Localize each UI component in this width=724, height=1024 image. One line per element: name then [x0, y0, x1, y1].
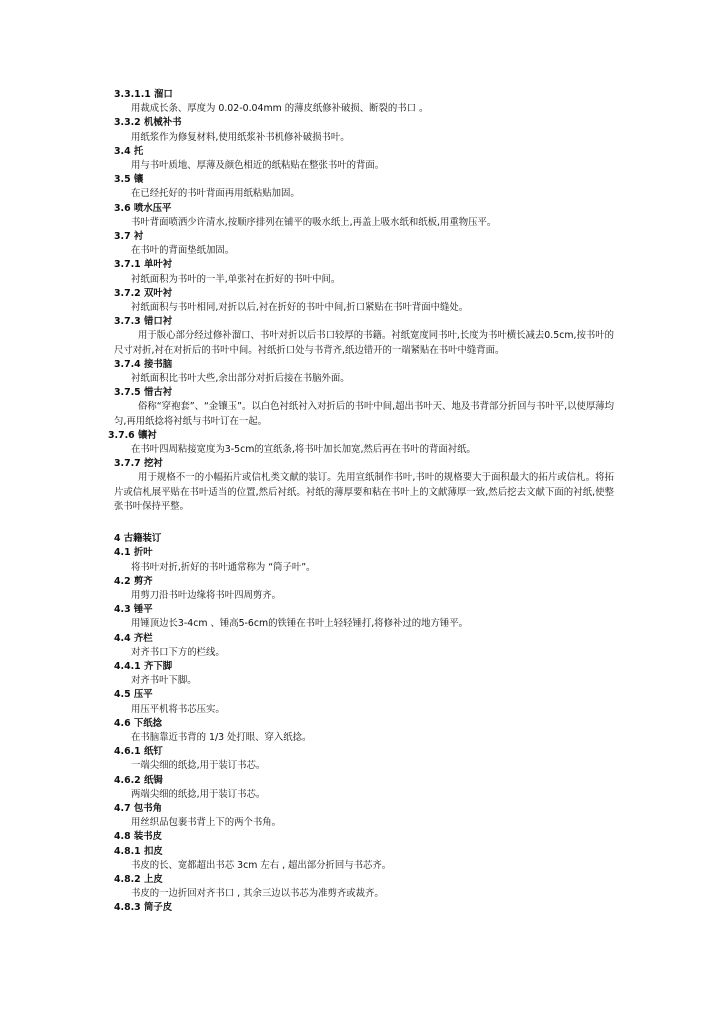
section-heading: 3.4 托 [114, 145, 144, 157]
document-body [108, 88, 614, 916]
section-heading: 3.7.5 惜古衬 [114, 387, 173, 399]
section-heading: 3.7.4 接书脑 [114, 358, 173, 370]
section-paragraph: 用裁成长条、厚度为 0.02-0.04mm 的薄皮纸修补破损、断裂的书口 。 [131, 103, 429, 115]
section-paragraph: 书皮的一边折回对齐书口 , 其余三边以书芯为准剪齐或裁齐。 [131, 888, 384, 900]
section-heading: 4.8.1 扣皮 [114, 845, 163, 857]
section-paragraph: 两端尖细的纸捻,用于装订书芯。 [131, 788, 266, 800]
section-heading: 4.4.1 齐下脚 [114, 660, 173, 672]
section-paragraph: 用于版心部分经过修补溜口、书叶对折以后书口较厚的书籍。衬纸宽度同书叶,长度为书叶横长减去0.5cm,按书叶的尺寸对折,衬在对折后的书叶中间。衬纸折口处与书背齐,纸边错开的一端紧贴在书叶中缝背面。 [114, 330, 614, 356]
section-paragraph: 衬纸面积与书叶相同,对折以后,衬在折好的书叶中间,折口紧贴在书叶背面中缝处。 [131, 302, 469, 314]
section-paragraph: 在书脑靠近书背的 1/3 处打眼、穿入纸捻。 [131, 731, 312, 743]
section-paragraph: 用纸浆作为修复材料,使用纸浆补书机修补破损书叶。 [131, 131, 350, 143]
section-heading: 3.7.3 错口衬 [114, 316, 173, 328]
section-paragraph: 用锤顶边长3-4cm 、锤高5-6cm的铁锤在书叶上轻轻锤打,将修补过的地方锤平。 [131, 618, 469, 630]
section-heading: 3.3.1.1 溜口 [114, 89, 173, 100]
section-heading: 3.5 镶 [114, 174, 144, 186]
section-heading: 3.7.6 镶衬 [108, 429, 157, 441]
section-paragraph: 对齐书叶下脚。 [131, 675, 197, 687]
section-paragraph: 用压平机将书芯压实。 [131, 703, 225, 715]
section-paragraph: 将书叶对折,折好的书叶通常称为 “筒子叶”。 [131, 561, 316, 573]
section-heading: 4.8.2 上皮 [114, 873, 163, 885]
section-heading: 4.7 包书角 [114, 802, 162, 814]
section-heading: 3.3.2 机械补书 [114, 117, 182, 129]
section-heading: 4.5 压平 [114, 689, 153, 701]
section-heading: 4.1 折叶 [114, 547, 153, 559]
section-paragraph: 用剪刀沿书叶边缘将书叶四周剪齐。 [131, 589, 282, 601]
section-paragraph: 用与书叶质地、厚薄及颜色相近的纸粘贴在整张书叶的背面。 [131, 160, 385, 172]
section-heading: 4.2 剪齐 [114, 575, 153, 587]
section-heading: 4.8.3 筒子皮 [114, 902, 173, 914]
section-paragraph: 一端尖细的纸捻,用于装订书芯。 [131, 760, 266, 772]
section-paragraph: 在已经托好的书叶背面再用纸粘贴加固。 [131, 188, 300, 200]
section-heading: 4.6 下纸捻 [114, 717, 162, 729]
section-heading: 4.6.1 纸钉 [114, 746, 163, 758]
section-heading: 4 古籍装订 [114, 533, 162, 545]
section-heading: 4.4 齐栏 [114, 632, 153, 644]
section-paragraph: 衬纸面积比书叶大些,余出部分对折后接在书脑外面。 [131, 373, 350, 385]
section-paragraph: 俗称“穿袍套”、“金镶玉”。以白色衬纸衬入对折后的书叶中间,超出书叶天、地及书背部分折回与书叶平,以使厚薄均匀,再用纸捻将衬纸与书叶订在一起。 [114, 401, 614, 427]
section-heading: 4.8 装书皮 [114, 831, 162, 843]
section-paragraph: 衬纸面积为书叶的一半,单张衬在折好的书叶中间。 [131, 273, 341, 285]
section-paragraph: 在书叶四周粘接宽度为3-5cm的宣纸条,将书叶加长加宽,然后再在书叶的背面衬纸。 [131, 444, 476, 456]
section-heading: 4.3 锤平 [114, 604, 153, 616]
section-paragraph: 书叶背面喷洒少许清水,按顺序排列在铺平的吸水纸上,再盖上吸水纸和纸板,用重物压平。 [131, 216, 497, 228]
section-heading: 3.7 衬 [114, 231, 144, 243]
section-heading: 3.7.7 挖衬 [114, 458, 163, 470]
section-paragraph: 对齐书口下方的栏线。 [131, 646, 225, 658]
section-heading: 4.6.2 纸锔 [114, 774, 163, 786]
section-gap [114, 514, 614, 532]
section-paragraph: 在书叶的背面垫纸加固。 [131, 245, 235, 257]
section-paragraph: 书皮的长、宽都超出书芯 3cm 左右 , 超出部分折回与书芯齐。 [131, 859, 392, 871]
section-heading: 3.7.2 双叶衬 [114, 287, 173, 299]
section-heading: 3.6 喷水压平 [114, 202, 172, 214]
section-heading: 3.7.1 单叶衬 [114, 259, 173, 271]
section-paragraph: 用于规格不一的小幅拓片或信札类文献的装订。先用宣纸制作书叶,书叶的规格要大于面积最大的拓片或信札。将拓片或信札展平贴在书叶适当的位置,然后衬纸。衬纸的薄厚要和粘在书叶上的文献薄厚一致,然后挖去文献下面的衬纸,使整张书叶保持平整。 [114, 472, 614, 512]
section-paragraph: 用丝织品包裹书背上下的两个书角。 [131, 817, 282, 829]
